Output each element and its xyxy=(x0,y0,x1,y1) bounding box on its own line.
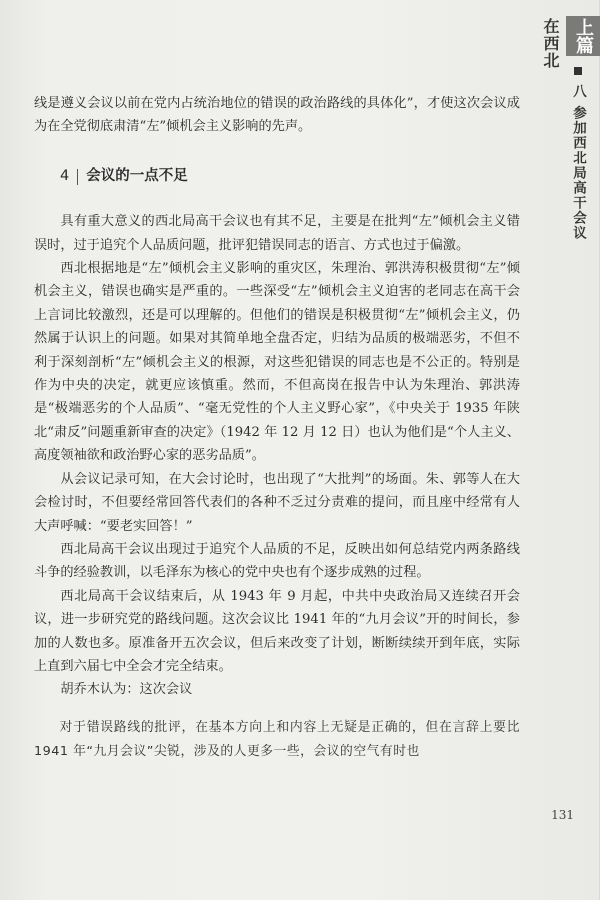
section-number: 4 xyxy=(60,167,70,184)
paragraph-3: 西北根据地是“左”倾机会主义影响的重灾区，朱理治、郭洪涛积极贯彻“左”倾机会主义，错误也确实是严重的。一些深受“左”倾机会主义迫害的老同志在高干会上言词比较激烈，还是可以理解的。但他们的错误是积极贯彻“左”倾机会主义，仍然属于认识上的问题。如果对其简单地全盘否定，归结为品质的极端恶劣，不但不利于深刻剖析“左”倾机会主义的根源，对这些犯错误的同志也是不公正的。特别是作为中央的决定，就更应该慎重。然而，不但高岗在报告中认为朱理治、郭洪涛是“极端恶劣的个人品质”、“毫无党性的个人主义野心家”，《中央关于 1935 年陕北“肃反”问题重新审查的决定》（1942 年 12 月 12 日）也认为他们是“个人主义、高度领袖欲和政治野心家的恶劣品质”。 xyxy=(34,261,520,464)
section-title: 会议的一点不足 xyxy=(86,167,188,184)
paragraph-1: 线是遵义会议以前在党内占统治地位的错误的政治路线的具体化”，才使这次会议成为在全党彻底肃清“左”倾机会主义影响的先声。 xyxy=(34,96,520,135)
running-head-chapter xyxy=(568,64,588,240)
main-text xyxy=(34,92,520,777)
running-head-book-title: 在西北 xyxy=(541,18,560,69)
running-head-chapter-text: 八 参加西北局高干会议 xyxy=(570,84,586,241)
section-heading xyxy=(60,165,520,188)
section-divider xyxy=(77,169,78,185)
paragraph-6: 西北局高干会议结束后，从 1943 年 9 月起，中共中央政治局又连续召开会议，进一步研究党的路线问题。这次会议比 1941 年的“九月会议”开的时间长，参加的人数也多。原准备开五次会议，但后来改变了计划，断断续续开到年底，实际上直到六届七中全会才完全结束。 xyxy=(34,588,520,674)
paragraph-7: 胡乔木认为：这次会议 xyxy=(60,682,193,698)
separator-square-icon xyxy=(574,67,582,75)
part-tab-label: 上篇 xyxy=(566,16,600,56)
paragraph-2: 具有重大意义的西北局高干会议也有其不足，主要是在批判“左”倾机会主义错误时，过于追究个人品质问题，批评犯错误同志的语言、方式也过于偏激。 xyxy=(34,214,520,253)
paragraph-4: 从会议记录可知，在大会讨论时，也出现了“大批判”的场面。朱、郭等人在大会检讨时，不但要经常回答代表们的各种不乏过分责难的提问，而且座中经常有人大声呼喊：“要老实回答！” xyxy=(34,471,520,534)
block-quote: 对于错误路线的批评，在基本方向上和内容上无疑是正确的，但在言辞上要比 1941 年“九月会议”尖锐，涉及的人更多一些，会议的空气有时也 xyxy=(34,719,520,759)
paragraph-5: 西北局高干会议出现过于追究个人品质的不足，反映出如何总结党内两条路线斗争的经验教训，以毛泽东为核心的党中央也有个逐步成熟的过程。 xyxy=(34,541,520,581)
page-number: 131 xyxy=(551,808,574,822)
